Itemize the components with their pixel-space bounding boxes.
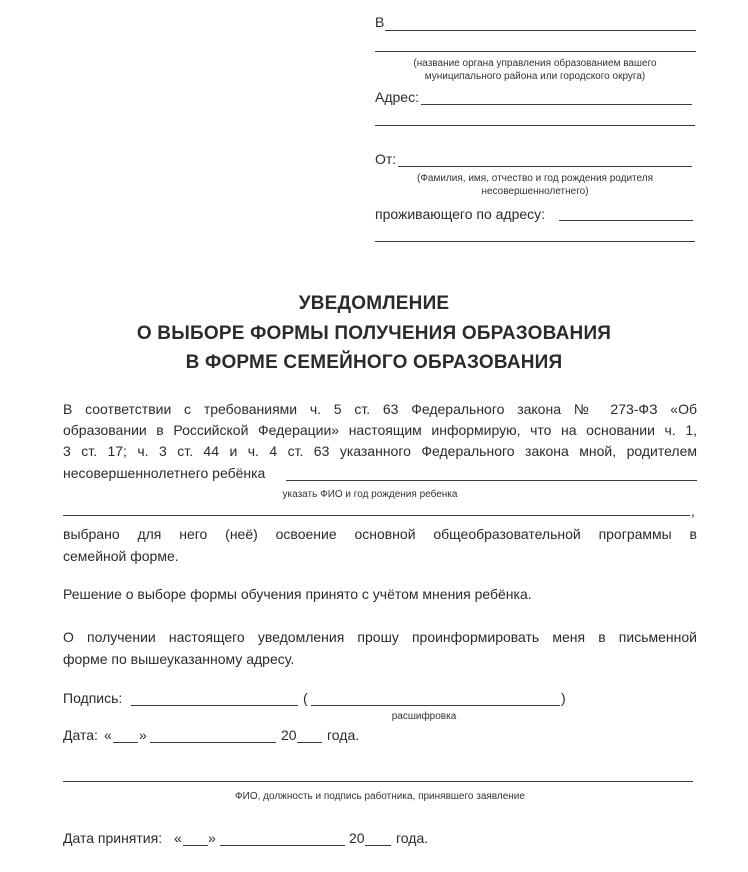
date-label: Дата: — [63, 727, 98, 743]
residing-label: проживающего по адресу: — [375, 206, 546, 222]
title-line-1: УВЕДОМЛЕНИЕ — [298, 293, 450, 314]
address-line-2[interactable] — [375, 125, 695, 126]
child-caption: указать ФИО и год рождения ребенка — [282, 489, 458, 500]
from-line[interactable] — [398, 166, 692, 167]
to-line-2[interactable] — [375, 51, 696, 52]
date-open-quote: « — [104, 727, 112, 743]
line-comma: , — [691, 503, 695, 519]
acceptance-day-line[interactable] — [183, 845, 208, 846]
to-line-1[interactable] — [385, 30, 696, 31]
para1-line-1: В соответствии с требованиями ч. 5 ст. 63 Федерального закона № 273-ФЗ «Об — [63, 401, 697, 417]
signature-line[interactable] — [131, 705, 298, 706]
para1-line-4: несовершеннолетнего ребёнка — [63, 465, 266, 481]
para2: Решение о выборе формы обучения принято с учётом мнения ребёнка. — [63, 586, 532, 602]
to-prefix: В — [375, 14, 385, 30]
title-line-2: О ВЫБОРЕ ФОРМЫ ПОЛУЧЕНИЯ ОБРАЗОВАНИЯ — [136, 323, 612, 344]
address-line-1[interactable] — [421, 104, 692, 105]
from-caption: (Фамилия, имя, отчество и год рождения родителя несовершеннолетнего) — [416, 173, 653, 197]
date-year-suffix: года. — [327, 727, 360, 743]
decoding-caption: расшифровка — [391, 711, 457, 722]
para1-line-2: образовании в Российской Федерации» настоящим информирую, что на основании ч. 1, — [63, 422, 697, 438]
date-month-line[interactable] — [150, 742, 276, 743]
date-close-quote: » — [139, 727, 147, 743]
acceptance-year-line[interactable] — [365, 845, 391, 846]
address-label: Адрес: — [375, 89, 419, 105]
acceptance-year-prefix: 20 — [349, 830, 365, 846]
employee-line[interactable] — [63, 781, 693, 782]
para3-line-2: форме по вышеуказанному адресу. — [63, 651, 295, 667]
to-caption: (название органа управления образованием вашего муниципального района или городского округа) — [413, 58, 657, 82]
date-year-line[interactable] — [297, 742, 322, 743]
signature-label: Подпись: — [63, 690, 123, 706]
acceptance-year-suffix: года. — [396, 830, 429, 846]
residing-line-1[interactable] — [559, 220, 693, 221]
para3-line-1: О получении настоящего уведомления прошу проинформировать меня в письменной — [63, 629, 697, 645]
acceptance-close-quote: » — [208, 830, 216, 846]
acceptance-label: Дата принятия: — [63, 830, 163, 846]
from-label: От: — [375, 151, 397, 167]
signature-close-paren: ) — [561, 690, 566, 706]
decoding-line[interactable] — [311, 705, 560, 706]
employee-caption: ФИО, должность и подпись работника, принявшего заявление — [235, 791, 525, 802]
date-year-prefix: 20 — [281, 727, 297, 743]
para1-line-6: семейной форме. — [63, 548, 179, 564]
acceptance-open-quote: « — [174, 830, 182, 846]
acceptance-month-line[interactable] — [220, 845, 345, 846]
para1-line-3: 3 ст. 17; ч. 3 ст. 44 и ч. 4 ст. 63 указанного Федерального закона мной, родителем — [63, 443, 697, 459]
child-line-2[interactable] — [63, 515, 690, 516]
residing-line-2[interactable] — [375, 241, 695, 242]
date-day-line[interactable] — [113, 742, 138, 743]
para1-line-5: выбрано для него (неё) освоение основной общеобразовательной программы в — [63, 526, 697, 542]
child-line-1[interactable] — [286, 480, 697, 481]
signature-open-paren: ( — [303, 690, 308, 706]
title-line-3: В ФОРМЕ СЕМЕЙНОГО ОБРАЗОВАНИЯ — [185, 352, 563, 373]
